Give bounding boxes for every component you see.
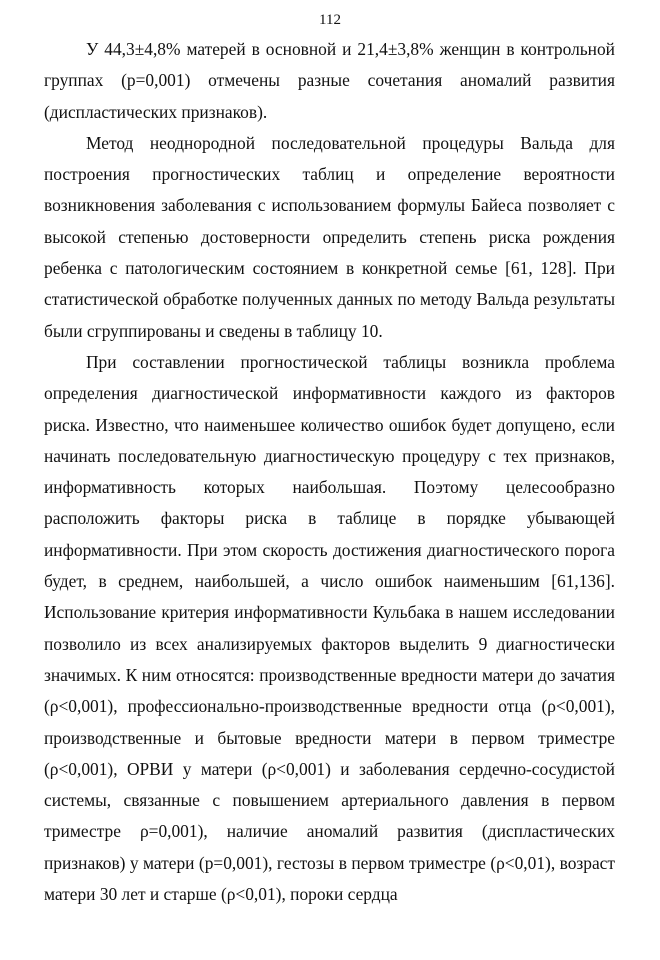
paragraph-2: Метод неоднородной последовательной процедуры Вальда для построения прогностических таблиц и определение вероятности возникновения заболевания с использованием формулы Байеса позволяет с высокой степенью достоверности определить степень риска рождения ребенка с патологическим состоянием в конкретной семье [61, 128]. При статистической обработке полученных данных по методу Вальда результаты были сгруппированы и сведены в таблицу 10.: [44, 132, 615, 341]
paragraph-1: У 44,3±4,8% матерей в основной и 21,4±3,8% женщин в контрольной группах (р=0,001) отмечены разные сочетания аномалий развития (диспластических признаков).: [44, 39, 615, 122]
paragraph-3: При составлении прогностической таблицы возникла проблема определения диагностической информативности каждого из факторов риска. Известно, что наименьшее количество ошибок будет допущено, если начинать последовательную диагностическую процедуру с тех признаков, информативность которых наибольшая. Поэтому целесообразно расположить факторы риска в таблице в порядке убывающей информативности. При этом скорость достижения диагностического порога будет, в среднем, наибольшей, а число ошибок наименьшим [61,136]. Использование критерия информативности Кульбака в нашем исследовании позволило из всех анализируемых факторов выделить 9 диагностически значимых. К ним относятся: производственные вредности матери до зачатия (ρ<0,001), профессионально-производственные вредности отца (ρ<0,001), производственные и бытовые вредности матери в первом триместре (ρ<0,001), ОРВИ у матери (ρ<0,001) и заболевания сердечно-сосудистой системы, связанные с повышением артериального давления в первом триместре ρ=0,001), наличие аномалий развития (диспластических признаков) у матери (р=0,001), гестозы в первом триместре (ρ<0,01), возраст матери 30 лет и старше (ρ<0,01), пороки сердца: [44, 351, 615, 905]
page-number: 112: [319, 12, 341, 28]
body-text: [44, 34, 615, 910]
